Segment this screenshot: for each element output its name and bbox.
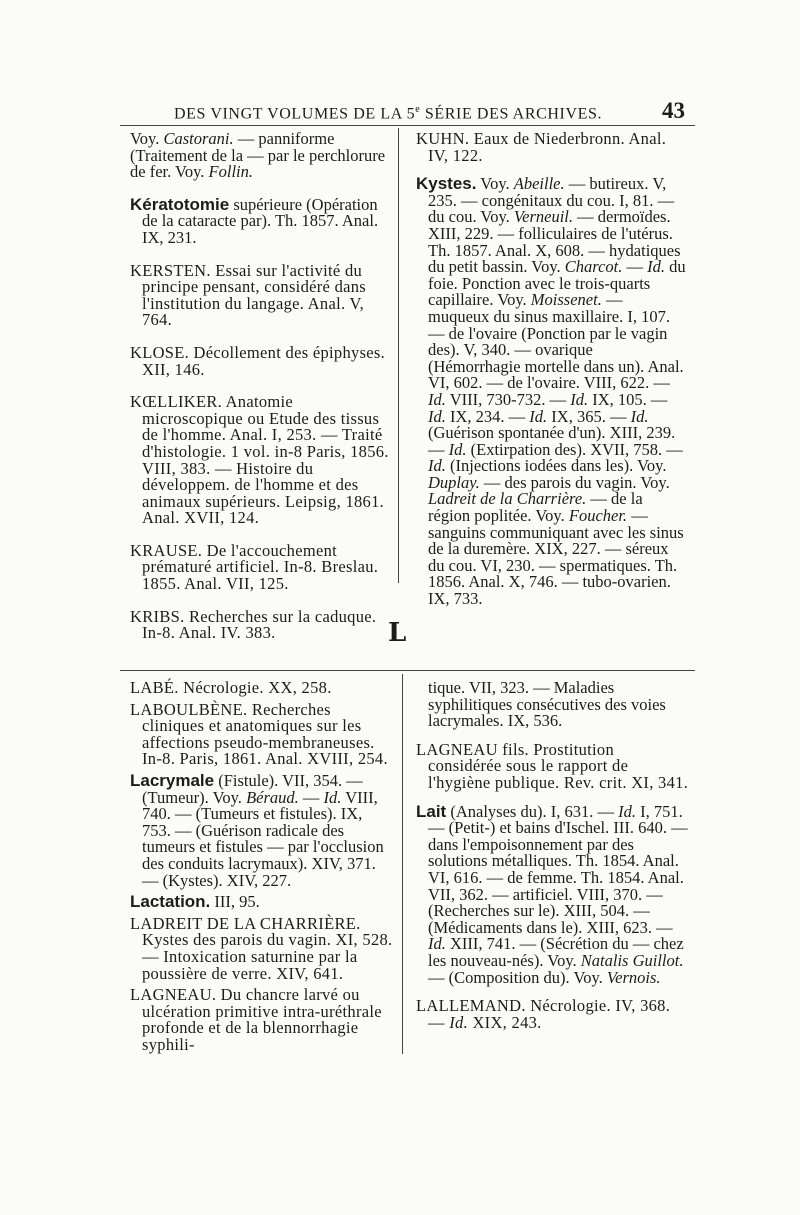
entry-labe: LABÉ. Nécrologie. XX, 258. [130, 678, 332, 697]
entry-lagneau-continuation: tique. VII, 323. — Maladies syphilitiques consécutives des voies lacrymales. IX, 536. [428, 678, 666, 731]
entry-castorani-continuation: Voy. Castorani. — panniforme (Traitement de la — par le perchlorure de fer. Voy. Follin. [130, 129, 386, 182]
entry-lactation: Lactation. III, 95. [130, 892, 260, 912]
entry-kersten: KERSTEN. Essai sur l'activité du principe pensant, considéré dans l'institution du langage. Anal. V, 764. [130, 260, 367, 330]
column-divider-lower [402, 674, 403, 1054]
entry-kystes: Kystes. Voy. Abeille. — butireux. V, 235. — congénitaux du cou. I, 81. — du cou. Voy. Verneuil. — dermoïdes. XIII, 229. — folliculaires de l'utérus. Th. 1857. Anal. X, 608. — hydatiques du petit bassin. Voy. Charcot. — Id. du foie. Ponction avec le trois-quarts capillaire. Voy. Moissenet. — muqueux du sinus maxillaire. I, 107. — de l'ovaire (Ponction par le vagin des). V, 340. — ovarique (Hémorrhagie mortelle dans un). Anal. VI, 602. — de l'ovaire. VIII, 622. — Id. VIII, 730-732. — Id. IX, 105. — Id. IX, 234. — Id. IX, 365. — Id. (Guérison spontanée d'un). XIII, 239. — Id. (Extirpation des). XVII, 758. — Id. (Injections iodées dans les). Voy. Duplay. — des parois du vagin. Voy. Ladreit de la Charrière. — de la région poplitée. Voy. Foucher. — sanguins communiquant avec les sinus de la duremère. XIX, 227. — séreux du cou. VI, 230. — spermatiques. Th. 1856. Anal. X, 746. — tubo-ovarien. IX, 733. [416, 174, 686, 609]
entry-lacrymale: Lacrymale (Fistule). VII, 354. — (Tumeur). Voy. Béraud. — Id. VIII, 740. — (Tumeurs et fistules). IX, 753. — (Guérison radicale des tumeurs et fistules — par l'occlusion des conduits lacrymaux). XIV, 371. — (Kystes). XIV, 227. [130, 770, 384, 890]
entry-lait: Lait (Analyses du). I, 631. — Id. I, 751. — (Petit-) et bains d'Ischel. III. 640. — dans l'empoisonnement par des solutions métalliques. Th. 1854. Anal. VI, 616. — de femme. Th. 1854. Anal. VII, 362. — artificiel. VIII, 370. — (Recherches sur le). XIII, 504. — (Médicaments dans le). XIII, 623. — Id. XIII, 741. — (Sécrétion du — chez les nouveau-nés). Voy. Natalis Guillot. — (Composition du). Voy. Vernois. [416, 801, 688, 987]
header-rule [120, 125, 695, 126]
column-divider-upper [398, 128, 399, 583]
column-lower-right [416, 680, 690, 1031]
column-upper-right [416, 131, 686, 608]
entry-klose: KLOSE. Décollement des épiphyses. XII, 146. [130, 342, 386, 379]
entry-koelliker: KŒLLIKER. Anatomie microscopique ou Etude des tissus de l'homme. Anal. I, 253. — Traité d'histologie. 1 vol. in-8 Paris, 1856. VIII, 383. — Histoire du développem. de l'homme et des animaux supérieurs. Leipsig, 1861. Anal. XVII, 124. [130, 392, 389, 528]
entry-krause: KRAUSE. De l'accouchement prématuré artificiel. In-8. Breslau. 1855. Anal. VII, 125. [130, 540, 379, 594]
entry-ladreit: LADREIT DE LA CHARRIÈRE. Kystes des parois du vagin. XI, 528. — Intoxication saturnine par la poussière de verre. XIV, 641. [130, 913, 393, 983]
entry-lallemand: LALLEMAND. Nécrologie. IV, 368. — Id. XIX, 243. [416, 996, 671, 1032]
page-number: 43 [662, 98, 685, 123]
entry-keratotomie: Kératotomie supérieure (Opération de la cataracte par). Th. 1857. Anal. IX, 231. [130, 194, 379, 247]
entry-lagneau: LAGNEAU. Du chancre larvé ou ulcération primitive intra-uréthrale profonde et de la blennorrhagie syphili- [130, 985, 382, 1054]
column-lower-left [130, 680, 394, 1053]
running-title: DES VINGT VOLUMES DE LA 5e SÉRIE DES ARCHIVES. [174, 104, 603, 123]
column-upper-left [130, 131, 392, 642]
running-header [160, 96, 685, 126]
entry-lagneau-fils: LAGNEAU fils. Prostitution considérée sous le rapport de l'hygiène publique. Rev. crit. XI, 341. [416, 739, 689, 792]
section-rule [120, 670, 695, 671]
section-letter: L [388, 618, 407, 648]
entry-kuhn: KUHN. Eaux de Niederbronn. Anal. IV, 122. [416, 129, 667, 165]
entry-laboulbene: LABOULBÈNE. Recherches cliniques et anatomiques sur les affections pseudo-membraneuses. In-8. Paris, 1861. Anal. XVIII, 254. [130, 699, 388, 769]
entry-kribs: KRIBS. Recherches sur la caduque. In-8. Anal. IV. 383. [130, 606, 377, 643]
